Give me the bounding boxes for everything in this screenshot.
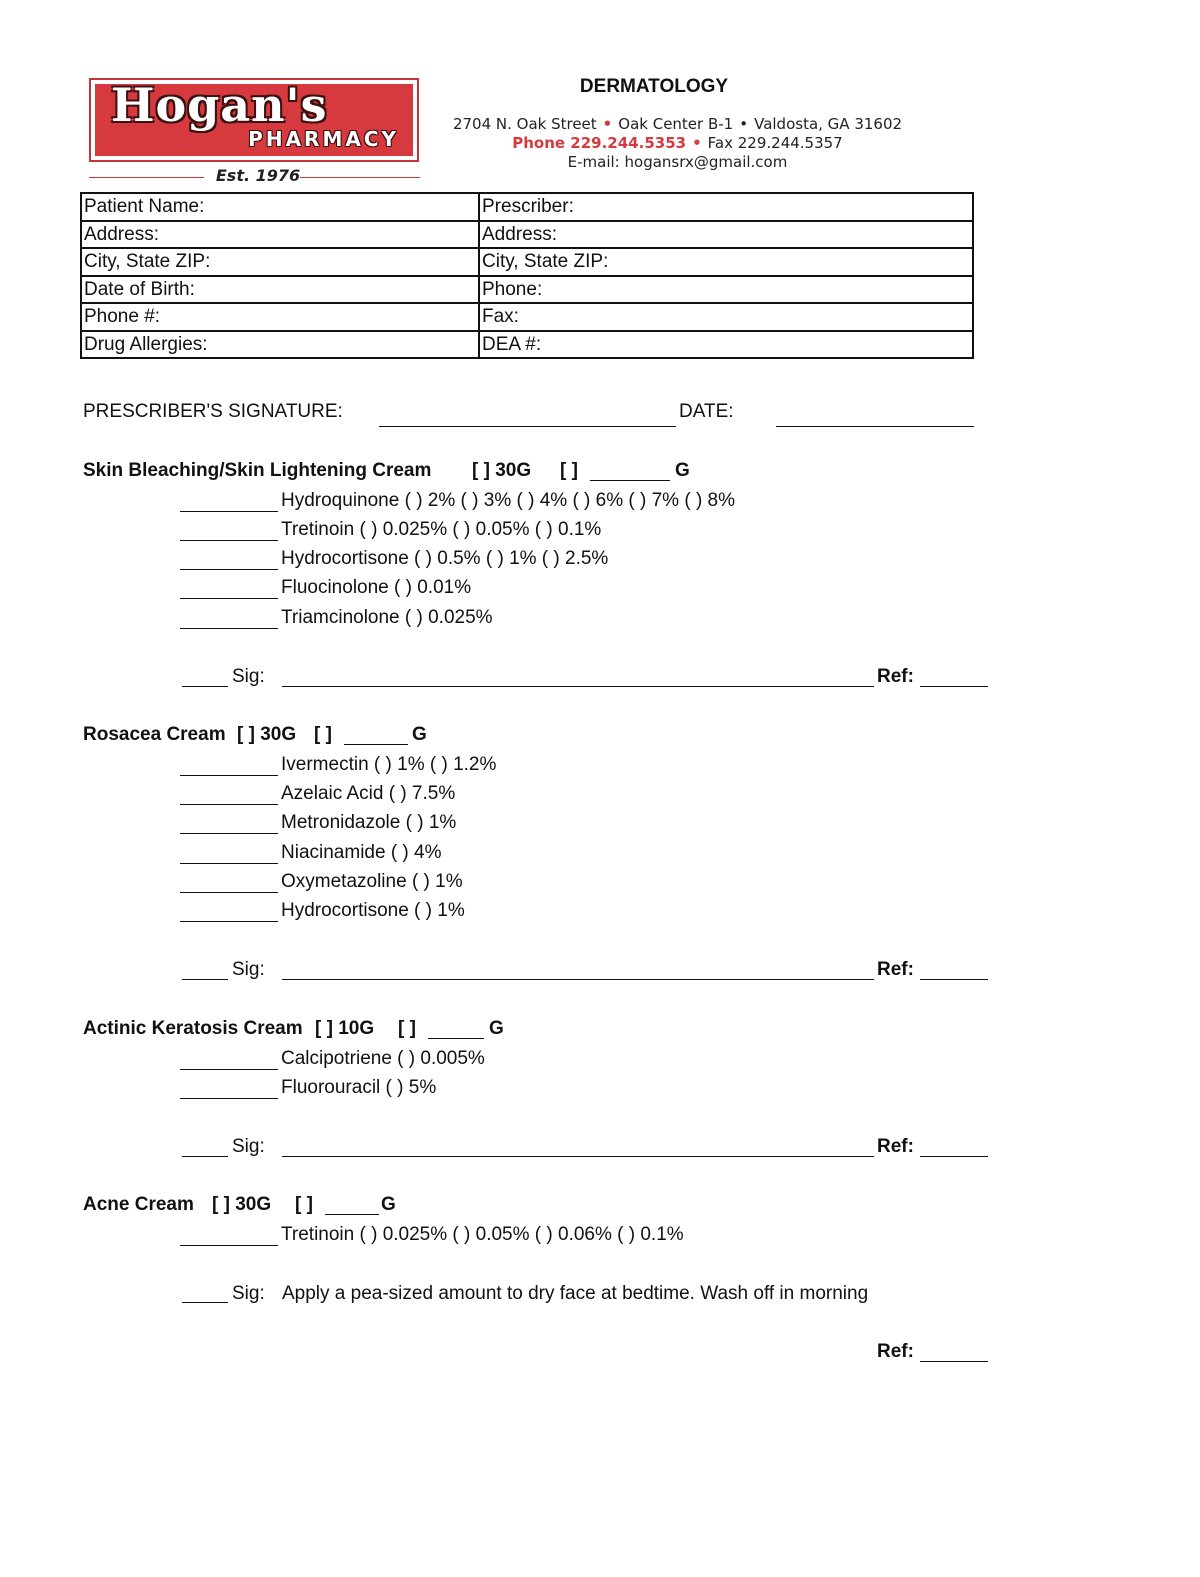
ingredient-label: Metronidazole ( ) 1% bbox=[281, 812, 457, 833]
custom-size-line[interactable] bbox=[344, 744, 408, 745]
section-title: Acne Cream bbox=[83, 1194, 194, 1215]
quantity-line[interactable] bbox=[180, 1069, 278, 1070]
sig-check-line[interactable] bbox=[182, 1156, 228, 1157]
prescriber-dea-field[interactable]: DEA #: bbox=[479, 331, 973, 359]
prescriber-fax-field[interactable]: Fax: bbox=[479, 303, 973, 331]
ingredient-label: Calcipotriene ( ) 0.005% bbox=[281, 1048, 485, 1069]
divider bbox=[89, 177, 204, 178]
unit-label: G bbox=[675, 460, 690, 481]
refill-label: Ref: bbox=[877, 1136, 914, 1157]
sig-label: Sig: bbox=[232, 1283, 265, 1304]
custom-size-checkbox[interactable]: [ ] bbox=[560, 460, 578, 481]
refill-label: Ref: bbox=[877, 666, 914, 687]
patient-city-field[interactable]: City, State ZIP: bbox=[81, 248, 479, 276]
street-address: 2704 N. Oak Street bbox=[452, 115, 597, 133]
sig-label: Sig: bbox=[232, 1136, 265, 1157]
logo-name: Hogan's bbox=[111, 78, 328, 132]
section-title: Skin Bleaching/Skin Lightening Cream bbox=[83, 460, 432, 481]
quantity-line[interactable] bbox=[180, 1245, 278, 1246]
refill-line[interactable] bbox=[920, 979, 988, 980]
quantity-line[interactable] bbox=[180, 1098, 278, 1099]
custom-size-checkbox[interactable]: [ ] bbox=[398, 1018, 416, 1039]
quantity-line[interactable] bbox=[180, 892, 278, 893]
ingredient-label: Oxymetazoline ( ) 1% bbox=[281, 871, 463, 892]
size-option-checkbox[interactable]: [ ] 10G bbox=[315, 1018, 375, 1039]
ingredient-label: Hydroquinone ( ) 2% ( ) 3% ( ) 4% ( ) 6% ( ) 7% ( ) 8% bbox=[281, 490, 736, 511]
ingredient-label: Fluocinolone ( ) 0.01% bbox=[281, 577, 472, 598]
city-address: Valdosta, GA 31602 bbox=[754, 115, 903, 133]
ingredient-label: Hydrocortisone ( ) 1% bbox=[281, 900, 465, 921]
quantity-line[interactable] bbox=[180, 863, 278, 864]
quantity-line[interactable] bbox=[180, 921, 278, 922]
quantity-line[interactable] bbox=[180, 540, 278, 541]
sig-check-line[interactable] bbox=[182, 979, 228, 980]
ingredient-label: Tretinoin ( ) 0.025% ( ) 0.05% ( ) 0.1% bbox=[281, 519, 602, 540]
custom-size-line[interactable] bbox=[590, 480, 670, 481]
quantity-line[interactable] bbox=[180, 511, 278, 512]
unit-label: G bbox=[412, 724, 427, 745]
established-year: Est. 1976 bbox=[215, 166, 301, 185]
patient-phone-field[interactable]: Phone #: bbox=[81, 303, 479, 331]
custom-size-line[interactable] bbox=[428, 1038, 484, 1039]
email-address: E-mail: hogansrx@gmail.com bbox=[567, 153, 788, 171]
sig-line[interactable] bbox=[282, 979, 874, 980]
ingredient-label: Azelaic Acid ( ) 7.5% bbox=[281, 783, 456, 804]
signature-line[interactable] bbox=[379, 426, 676, 427]
signature-label: PRESCRIBER'S SIGNATURE: bbox=[83, 401, 343, 422]
ingredient-label: Fluorouracil ( ) 5% bbox=[281, 1077, 437, 1098]
refill-label: Ref: bbox=[877, 959, 914, 980]
patient-address-field[interactable]: Address: bbox=[81, 221, 479, 249]
sig-text: Apply a pea-sized amount to dry face at bedtime. Wash off in morning bbox=[282, 1283, 869, 1304]
ingredient-label: Ivermectin ( ) 1% ( ) 1.2% bbox=[281, 754, 497, 775]
section-title: Actinic Keratosis Cream bbox=[83, 1018, 303, 1039]
phone-number: Phone 229.244.5353 bbox=[512, 134, 687, 152]
custom-size-checkbox[interactable]: [ ] bbox=[314, 724, 332, 745]
prescriber-address-field[interactable]: Address: bbox=[479, 221, 973, 249]
sig-label: Sig: bbox=[232, 959, 265, 980]
ingredient-label: Hydrocortisone ( ) 0.5% ( ) 1% ( ) 2.5% bbox=[281, 548, 609, 569]
ingredient-label: Niacinamide ( ) 4% bbox=[281, 842, 442, 863]
quantity-line[interactable] bbox=[180, 833, 278, 834]
patient-dob-field[interactable]: Date of Birth: bbox=[81, 276, 479, 304]
quantity-line[interactable] bbox=[180, 598, 278, 599]
ingredient-label: Triamcinolone ( ) 0.025% bbox=[281, 607, 493, 628]
size-option-checkbox[interactable]: [ ] 30G bbox=[237, 724, 297, 745]
divider bbox=[300, 177, 420, 178]
page-title: DERMATOLOGY bbox=[579, 76, 729, 97]
size-option-checkbox[interactable]: [ ] 30G bbox=[212, 1194, 272, 1215]
ingredient-label: Tretinoin ( ) 0.025% ( ) 0.05% ( ) 0.06% ( ) 0.1% bbox=[281, 1224, 684, 1245]
custom-size-checkbox[interactable]: [ ] bbox=[295, 1194, 313, 1215]
quantity-line[interactable] bbox=[180, 569, 278, 570]
refill-line[interactable] bbox=[920, 1361, 988, 1362]
refill-line[interactable] bbox=[920, 1156, 988, 1157]
pharmacy-address-block bbox=[420, 115, 935, 172]
fax-number: Fax 229.244.5357 bbox=[707, 134, 843, 152]
pharmacy-logo bbox=[89, 78, 419, 162]
patient-allergies-field[interactable]: Drug Allergies: bbox=[81, 331, 479, 359]
sig-check-line[interactable] bbox=[182, 686, 228, 687]
unit-label: G bbox=[381, 1194, 396, 1215]
suite-address: Oak Center B-1 bbox=[618, 115, 734, 133]
sig-check-line[interactable] bbox=[182, 1302, 228, 1303]
bullet-icon: • bbox=[602, 115, 613, 133]
section-title: Rosacea Cream bbox=[83, 724, 226, 745]
sig-label: Sig: bbox=[232, 666, 265, 687]
bullet-icon: • bbox=[692, 134, 702, 152]
sig-line[interactable] bbox=[282, 1156, 874, 1157]
quantity-line[interactable] bbox=[180, 775, 278, 776]
sig-line[interactable] bbox=[282, 686, 874, 687]
refill-line[interactable] bbox=[920, 686, 988, 687]
date-line[interactable] bbox=[776, 426, 974, 427]
bullet-icon: • bbox=[739, 115, 749, 133]
logo-subtitle: PHARMACY bbox=[248, 127, 399, 151]
unit-label: G bbox=[489, 1018, 504, 1039]
custom-size-line[interactable] bbox=[325, 1214, 379, 1215]
patient-prescriber-table bbox=[80, 192, 974, 359]
patient-name-field[interactable]: Patient Name: bbox=[81, 193, 479, 221]
prescriber-field[interactable]: Prescriber: bbox=[479, 193, 973, 221]
refill-label: Ref: bbox=[877, 1341, 914, 1362]
size-option-checkbox[interactable]: [ ] 30G bbox=[472, 460, 532, 481]
quantity-line[interactable] bbox=[180, 628, 278, 629]
date-label: DATE: bbox=[679, 401, 734, 422]
quantity-line[interactable] bbox=[180, 804, 278, 805]
prescriber-city-field[interactable]: City, State ZIP: bbox=[479, 248, 973, 276]
prescriber-phone-field[interactable]: Phone: bbox=[479, 276, 973, 304]
